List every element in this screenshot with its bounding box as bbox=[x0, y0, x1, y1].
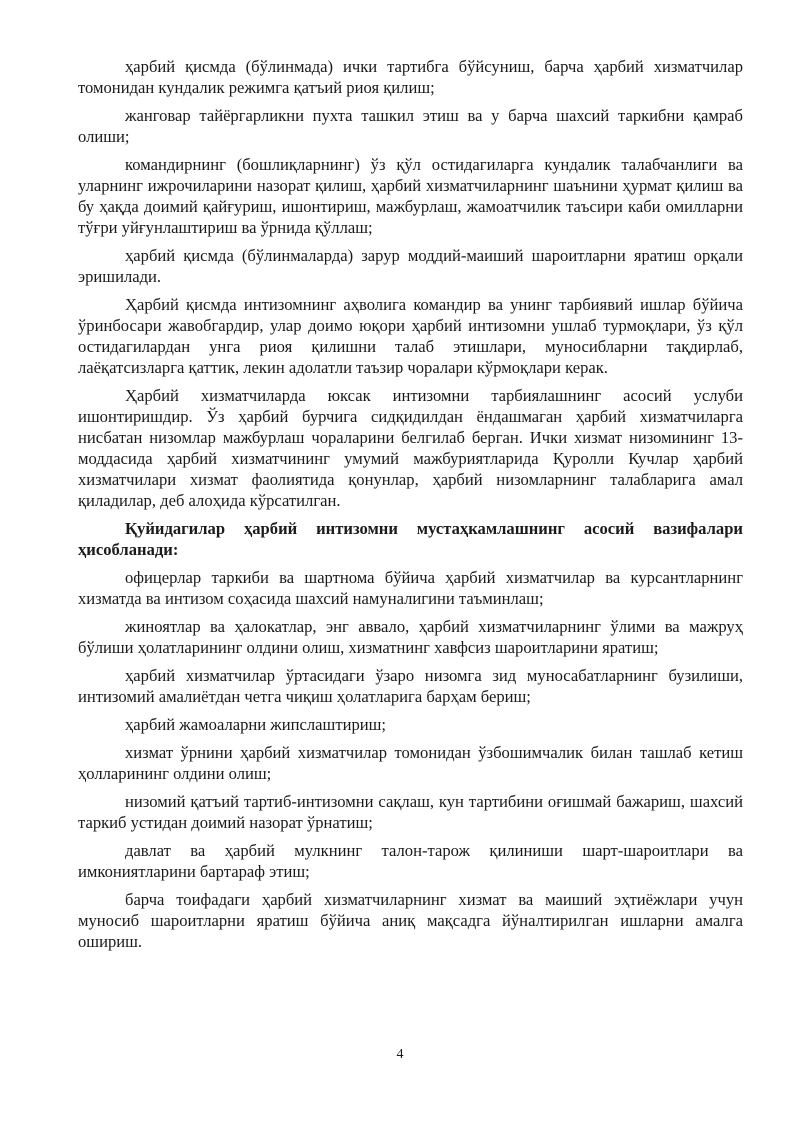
paragraph-commander-responsibility: Ҳарбий қисмда интизомнинг аҳволига командир ва унинг тарбиявий ишлар бўйича ўринбосари жавобгардир, улар доимо юқори ҳарбий интизомни ушлаб турмоқлари, ўз қўл остидагилардан унга риоя қилишни талаб этишлари, муносибларни тақдирлаб, лаёқатсизларга қаттик, лекин адолатли таъзир чоралари кўрмоқлари керак. bbox=[78, 295, 743, 377]
paragraph-living-conditions: ҳарбий қисмда (бўлинмаларда) зарур моддий-маиший шароитларни яратиш орқали эришилади. bbox=[78, 246, 743, 286]
paragraph-combat-training: жанговар тайёргарликни пухта ташкил этиш ва у барча шахсий таркибни қамраб олиши; bbox=[78, 106, 743, 146]
task-item: хизмат ўрнини ҳарбий хизматчилар томонидан ўзбошимчалик билан ташлаб кетиш ҳолларининг олдини олиш; bbox=[78, 743, 743, 783]
task-item: давлат ва ҳарбий мулкнинг талон-тарож қилиниши шарт-шароитлари ва имкониятларини бартараф этиш; bbox=[78, 841, 743, 881]
page-number: 4 bbox=[396, 1047, 404, 1062]
task-item: низомий қатъий тартиб-интизомни сақлаш, кун тартибини оғишмай бажариш, шахсий таркиб устидан доимий назорат ўрнатиш; bbox=[78, 792, 743, 832]
section-heading: Қуйидагилар ҳарбий интизомни мустаҳкамлашнинг асосий вазифалари ҳисобланади: bbox=[78, 519, 743, 559]
task-item: ҳарбий жамоаларни жипслаштириш; bbox=[125, 715, 387, 734]
task-item: ҳарбий хизматчилар ўртасидаги ўзаро низомга зид муносабатларнинг бузилиши, интизомий амалиётдан четга чиқиш ҳолатларига барҳам бериш; bbox=[78, 666, 743, 706]
task-item: жиноятлар ва ҳалокатлар, энг аввало, ҳарбий хизматчиларнинг ўлими ва мажруҳ бўлиши ҳолатларининг олдини олиш, хизматнинг хавфсиз шароитларини яратиш; bbox=[78, 617, 743, 657]
paragraph-persuasion-method: Ҳарбий хизматчиларда юксак интизомни тарбиялашнинг асосий услуби ишонтиришдир. Ўз ҳарбий бурчига сидқидилдан ёндашмаган ҳарбий хизматчиларга нисбатан низомлар мажбурлаш чораларини белгилаб берган. Ички хизмат низомининг 13-моддасида ҳарбий хизматчининг умумий мажбуриятларида Қуролли Кучлар ҳарбий хизматчилари хизмат фаолиятида қонунлар, ҳарбий низомларнинг талабларига амал қиладилар, деб алоҳида кўрсатилган. bbox=[78, 386, 743, 510]
task-item: барча тоифадаги ҳарбий хизматчиларнинг хизмат ва маиший эҳтиёжлари учун муносиб шароитларни яратиш бўйича аниқ мақсадга йўналтирилган ишларни амалга ошириш. bbox=[78, 890, 743, 951]
document-page bbox=[78, 56, 743, 959]
paragraph-commander-demand: командирнинг (бошлиқларнинг) ўз қўл остидагиларга кундалик талабчанлиги ва уларнинг ижрочиларини назорат қилиш, ҳарбий хизматчиларнинг шаънини ҳурмат қилиш ва бу ҳақда доимий қайғуриш, ишонтириш, мажбурлаш, жамоатчилик таъсири каби омилларни тўғри уйғунлаштириш ва ўрнида қўллаш; bbox=[78, 155, 743, 237]
task-item: офицерлар таркиби ва шартнома бўйича ҳарбий хизматчилар ва курсантларнинг хизматда ва интизом соҳасида шахсий намуналигини таъминлаш; bbox=[78, 568, 743, 608]
paragraph-barracks-order: ҳарбий қисмда (бўлинмада) ички тартибга бўйсуниш, барча ҳарбий хизматчилар томонидан кундалик режимга қатъий риоя қилиш; bbox=[78, 57, 743, 97]
